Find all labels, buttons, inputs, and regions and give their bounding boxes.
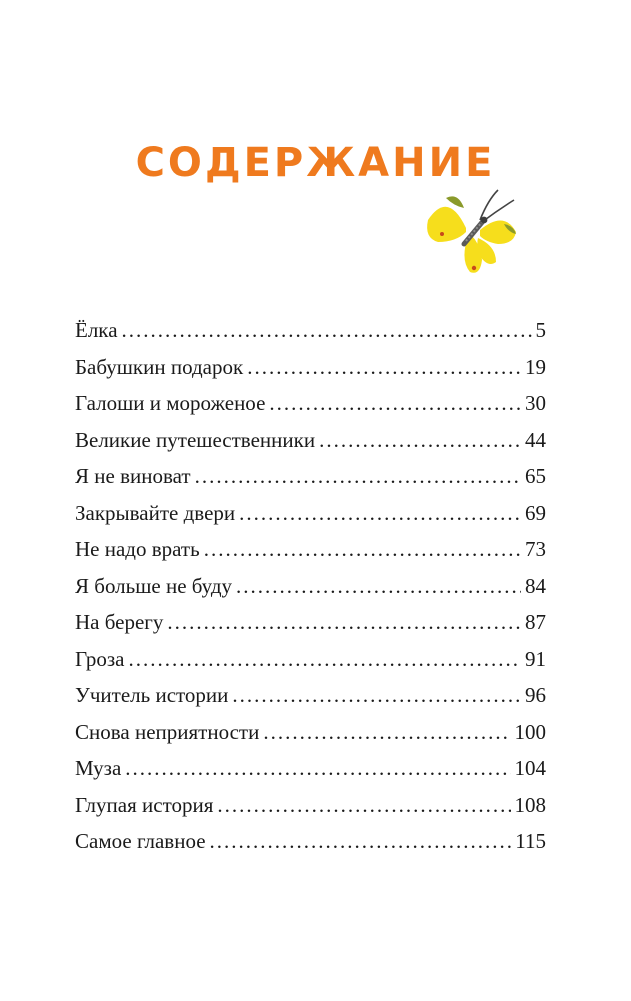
list-item <box>75 385 546 422</box>
toc-entry-page: 44 <box>525 427 546 452</box>
dot-leader <box>128 641 521 678</box>
toc-entry-title: Я не виноват <box>75 464 191 488</box>
dot-leader <box>217 787 510 824</box>
list-item <box>75 677 546 714</box>
toc-entry-title: Муза <box>75 756 122 780</box>
toc-entry-title: Великие путешественники <box>75 427 316 452</box>
list-item <box>75 458 546 495</box>
dot-leader <box>232 677 521 714</box>
toc-entry-title: Не надо врать <box>75 537 200 561</box>
dot-leader <box>263 714 510 751</box>
dot-leader <box>195 458 521 495</box>
list-item <box>75 495 546 532</box>
list-item <box>75 823 546 860</box>
toc-entry-title: Гроза <box>75 646 125 671</box>
page-title: СОДЕРЖАНИЕ <box>135 139 496 186</box>
toc-entry-page: 19 <box>525 354 546 379</box>
list-item <box>75 787 546 824</box>
toc-entry-page: 69 <box>525 500 546 525</box>
toc-entry-title: Учитель истории <box>75 683 229 707</box>
toc-entry-title: Глупая история <box>75 792 214 817</box>
list-item <box>75 422 546 459</box>
table-of-contents <box>75 312 546 860</box>
list-item <box>75 714 546 751</box>
list-item <box>75 750 546 787</box>
list-item <box>75 349 546 386</box>
toc-entry-title: Я больше не буду <box>75 573 233 598</box>
dot-leader <box>247 349 521 386</box>
toc-entry-page: 87 <box>525 610 546 634</box>
toc-entry-page: 30 <box>525 391 546 415</box>
toc-entry-title: Галоши и мороженое <box>75 391 266 415</box>
dot-leader <box>125 750 510 787</box>
toc-entry-title: Бабушкин подарок <box>75 354 244 379</box>
toc-entry-page: 5 <box>535 318 546 342</box>
toc-entry-page: 100 <box>514 719 546 744</box>
dot-leader <box>239 495 521 532</box>
toc-entry-page: 104 <box>514 756 546 780</box>
toc-entry-title: Ёлка <box>75 318 118 342</box>
toc-entry-title: Закрывайте двери <box>75 500 236 525</box>
dot-leader <box>269 385 521 422</box>
dot-leader <box>122 312 532 349</box>
toc-entry-page: 91 <box>525 646 546 671</box>
toc-entry-title: Самое главное <box>75 829 206 853</box>
list-item <box>75 568 546 605</box>
butterfly-icon <box>418 180 528 280</box>
toc-entry-title: На берегу <box>75 610 164 634</box>
toc-entry-page: 115 <box>515 829 546 853</box>
toc-entry-title: Снова неприятности <box>75 719 260 744</box>
list-item <box>75 641 546 678</box>
list-item <box>75 604 546 641</box>
toc-entry-page: 84 <box>525 573 546 598</box>
list-item <box>75 531 546 568</box>
toc-entry-page: 73 <box>525 537 546 561</box>
toc-entry-page: 108 <box>514 792 546 817</box>
toc-entry-page: 96 <box>525 683 546 707</box>
list-item <box>75 312 546 349</box>
toc-entry-page: 65 <box>525 464 546 488</box>
dot-leader <box>319 422 521 459</box>
dot-leader <box>167 604 521 641</box>
dot-leader <box>204 531 521 568</box>
dot-leader <box>236 568 521 605</box>
dot-leader <box>210 823 512 860</box>
